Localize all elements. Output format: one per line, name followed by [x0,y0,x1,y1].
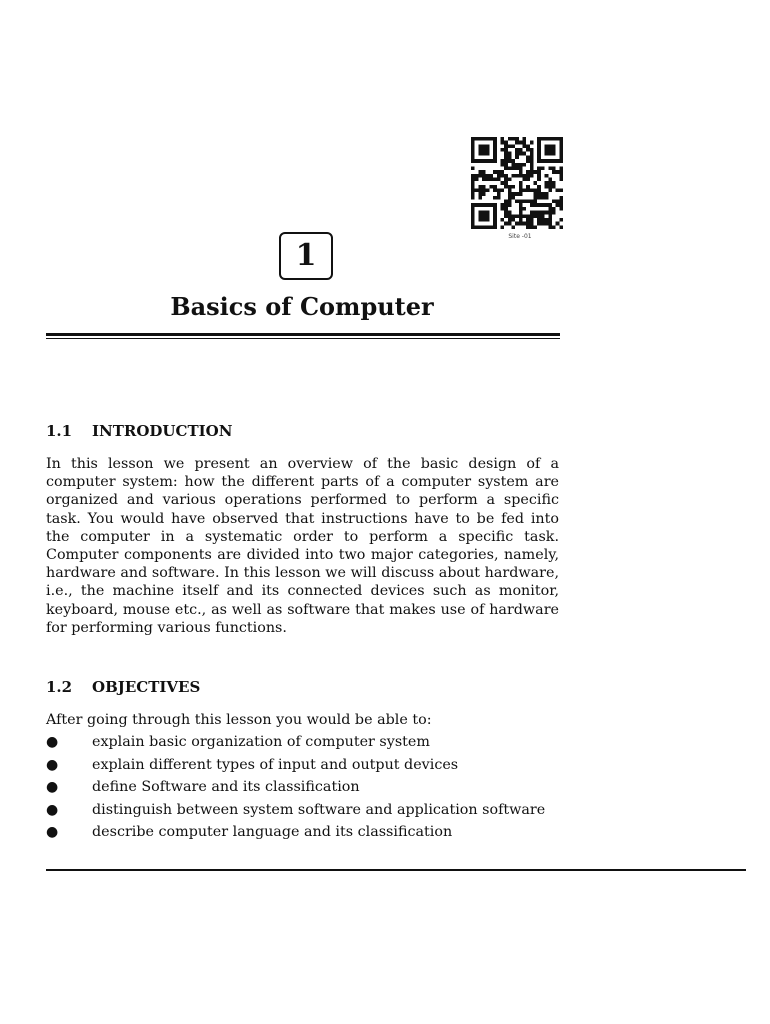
bullet-icon: ● [46,801,59,818]
objective-text: describe computer language and its classification [92,824,453,840]
qr-code-graphic [468,137,566,229]
objectives-list [46,733,561,846]
intro-paragraph: In this lesson we present an overview of the basic design of a computer system: how the different parts of a computer system are organized and various operations performed to perform a specific task. You would have observed that instructions have to be fed into the computer in a systematic order to perform a specific task. Computer components are divided into two major categories, namely, hardware and software. In this lesson we will discuss about hardware, i.e., the machine itself and its connected devices such as monitor, keyboard, mouse etc., as well as software that makes use of hardware for performing various functions. [46,456,559,636]
title-rule-thick [46,333,560,336]
qr-caption: Site -01 [508,233,532,240]
objectives-heading [46,678,566,696]
objective-text: define Software and its classification [92,779,360,795]
intro-section-title: INTRODUCTION [92,422,233,440]
objective-text: explain different types of input and output devices [92,756,459,773]
objectives-lead: After going through this lesson you would be able to: [46,712,432,728]
objectives-section-title: OBJECTIVES [92,678,201,696]
objective-item [46,801,561,819]
bullet-icon: ● [46,734,59,750]
objective-item [46,823,561,841]
bullet-icon: ● [46,824,59,840]
objective-item [46,778,561,796]
intro-section-number: 1.1 [46,422,73,440]
bullet-icon: ● [46,756,59,773]
chapter-title: Basics of Computer [170,292,434,321]
bullet-icon: ● [46,779,59,795]
bottom-rule [46,869,746,871]
chapter-number: 1 [279,232,333,280]
objective-text: explain basic organization of computer system [92,734,430,750]
objective-item [46,756,561,774]
objectives-section-number: 1.2 [46,678,73,696]
intro-heading [46,422,566,440]
objective-item [46,733,561,751]
title-rule-thin [46,338,560,339]
objective-text: distinguish between system software and application software [92,801,546,818]
qr-code-icon [468,137,566,229]
